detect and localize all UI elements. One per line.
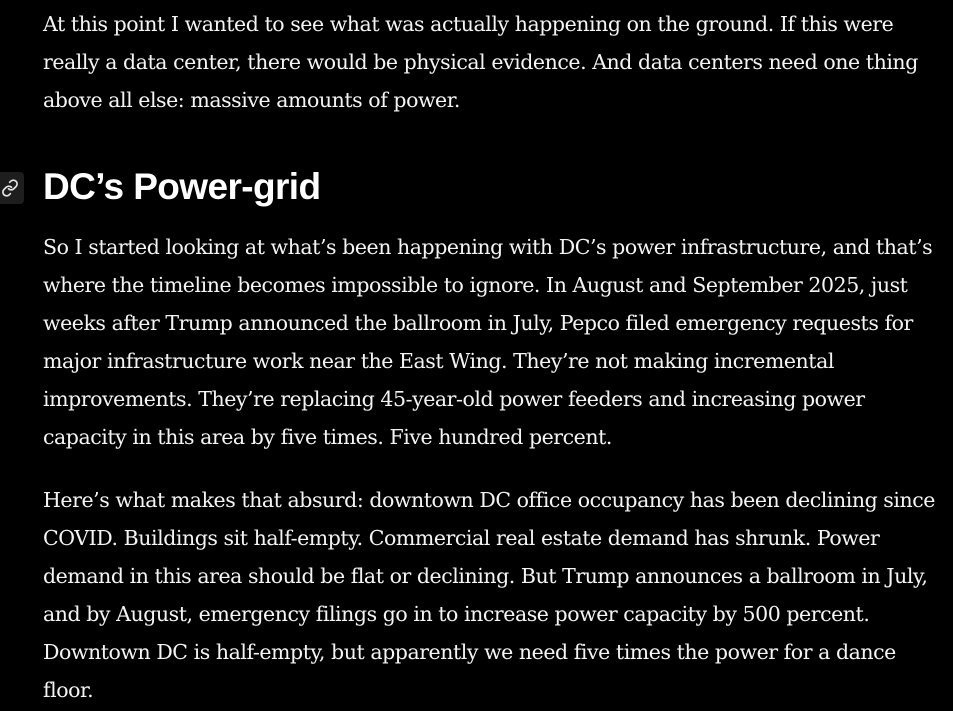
section-heading: DC’s Power-grid [43, 166, 321, 207]
paragraph-power-infrastructure: So I started looking at what’s been happening with DC’s power infrastructure, and that’s where the timeline becomes impossible to ignore. In August and September 2025, just weeks after Trump announced the ballroom in July, Pepco filed emergency requests for major infrastructure work near the East Wing. They’re not making incremental improvements. They’re replacing 45-year-old power feeders and increasing power capacity in this area by five times. Five hundred percent. [43, 235, 933, 449]
paragraph-occupancy: Here’s what makes that absurd: downtown DC office occupancy has been declining since COVID. Buildings sit half-empty. Commercial real estate demand has shrunk. Power demand in this area should be flat or declining. But Trump announces a ballroom in July, and by August, emergency filings go in to increase power capacity by 500 percent. Downtown DC is half-empty, but apparently we need five times the power for a dance floor. [43, 488, 935, 702]
link-icon [1, 179, 19, 197]
heading-anchor-link[interactable] [0, 172, 24, 204]
intro-paragraph: At this point I wanted to see what was actually happening on the ground. If this were really a data center, there would be physical evidence. And data centers need one thing above all else: massive amounts of power. [43, 12, 918, 112]
section-header [43, 164, 948, 210]
article-body [43, 5, 948, 709]
